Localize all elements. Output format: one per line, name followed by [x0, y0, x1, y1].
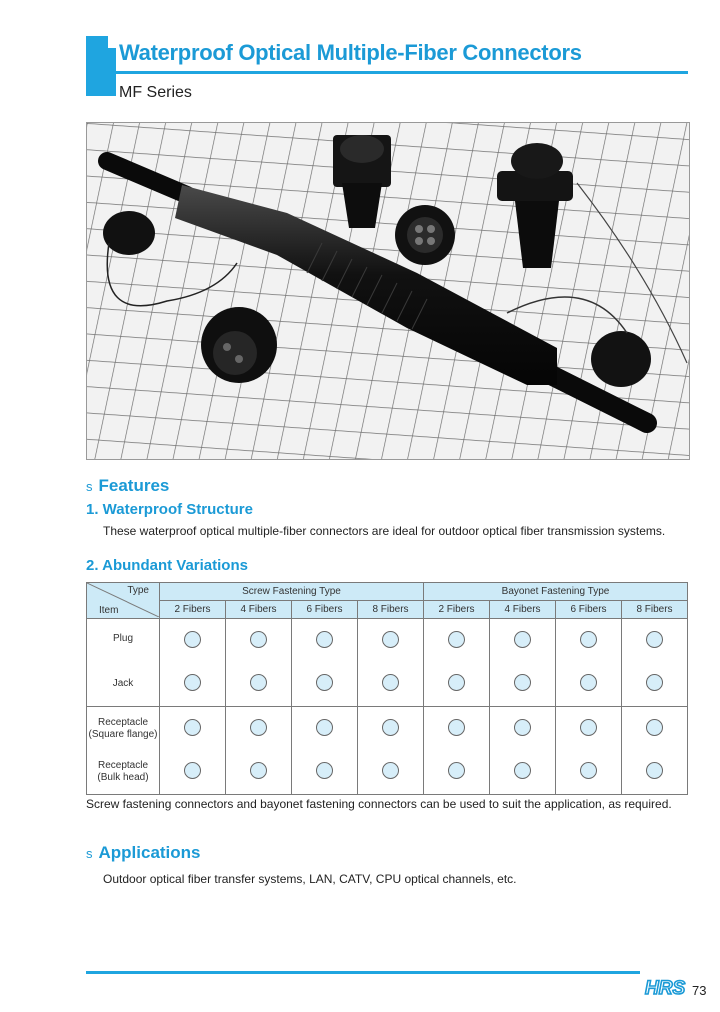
- connectors-illustration: [87, 123, 689, 459]
- row-label-receptacle-square-flange: Receptacle (Square flange): [87, 707, 160, 751]
- availability-circle: [316, 719, 333, 736]
- features-heading-text: Features: [98, 476, 170, 495]
- screw-fastening-header: Screw Fastening Type: [160, 583, 424, 601]
- table-row-receptacle-bulk-head: [87, 751, 688, 795]
- availability-circle: [514, 762, 531, 779]
- product-photo: [86, 122, 690, 460]
- waterproof-structure-text: These waterproof optical multiple-fiber connectors are ideal for outdoor optical fiber transmission systems.: [103, 524, 666, 538]
- availability-circle: [580, 719, 597, 736]
- availability-circle: [184, 674, 201, 691]
- page-title: Waterproof Optical Multiple-Fiber Connectors: [119, 40, 582, 65]
- availability-circle: [580, 674, 597, 691]
- row-label-receptacle-bulk-head: Receptacle (Bulk head): [87, 751, 160, 795]
- table-note: Screw fastening connectors and bayonet fastening connectors can be used to suit the application, as required.: [86, 797, 672, 811]
- fibers-header: 4 Fibers: [226, 601, 292, 619]
- abundant-variations-heading: 2. Abundant Variations: [86, 557, 248, 574]
- availability-circle: [514, 674, 531, 691]
- applications-heading: [86, 843, 201, 863]
- fibers-header: 6 Fibers: [556, 601, 622, 619]
- availability-circle: [250, 762, 267, 779]
- hrs-logo-mark: [644, 976, 688, 998]
- availability-circle: [250, 719, 267, 736]
- bayonet-fastening-header: Bayonet Fastening Type: [424, 583, 688, 601]
- table-row-plug: [87, 619, 688, 663]
- availability-circle: [250, 631, 267, 648]
- availability-circle: [184, 762, 201, 779]
- features-heading: [86, 476, 169, 496]
- availability-circle: [646, 762, 663, 779]
- availability-circle: [646, 674, 663, 691]
- fibers-header: 2 Fibers: [160, 601, 226, 619]
- availability-circle: [514, 719, 531, 736]
- availability-circle: [382, 719, 399, 736]
- series-subtitle: MF Series: [119, 84, 192, 101]
- availability-circle: [382, 762, 399, 779]
- availability-circle: [448, 719, 465, 736]
- waterproof-structure-heading: 1. Waterproof Structure: [86, 501, 253, 518]
- title-accent-bar: [86, 36, 108, 96]
- fibers-header: 6 Fibers: [292, 601, 358, 619]
- availability-circle: [514, 631, 531, 648]
- availability-circle: [250, 674, 267, 691]
- row-label-plug: Plug: [87, 619, 160, 663]
- availability-circle: [580, 762, 597, 779]
- applications-text: Outdoor optical fiber transfer systems, LAN, CATV, CPU optical channels, etc.: [103, 872, 517, 886]
- section-bullet: s: [86, 479, 93, 494]
- availability-circle: [448, 674, 465, 691]
- fibers-header: 4 Fibers: [490, 601, 556, 619]
- availability-circle: [382, 631, 399, 648]
- availability-circle: [646, 631, 663, 648]
- availability-circle: [448, 631, 465, 648]
- availability-circle: [580, 631, 597, 648]
- svg-text:HRS: HRS: [645, 978, 686, 998]
- hrs-logo: [644, 976, 688, 1003]
- footer-rule: [86, 971, 640, 974]
- table-row-receptacle-square-flange: [87, 707, 688, 751]
- availability-circle: [184, 719, 201, 736]
- dust-cap-right: [591, 331, 651, 387]
- table-row-jack: [87, 663, 688, 707]
- availability-circle: [382, 674, 399, 691]
- variations-table: [86, 582, 688, 795]
- availability-circle: [184, 631, 201, 648]
- row-label-jack: Jack: [87, 663, 160, 707]
- fibers-header: 2 Fibers: [424, 601, 490, 619]
- fibers-header: 8 Fibers: [358, 601, 424, 619]
- availability-circle: [316, 674, 333, 691]
- applications-heading-text: Applications: [98, 843, 201, 862]
- availability-circle: [646, 719, 663, 736]
- dust-cap-left: [103, 211, 155, 255]
- availability-circle: [316, 631, 333, 648]
- availability-circle: [316, 762, 333, 779]
- title-rule: [108, 71, 688, 74]
- section-bullet: s: [86, 846, 93, 861]
- page-number: 73: [692, 983, 707, 998]
- item-label: Item: [99, 605, 119, 616]
- type-item-corner-cell: [87, 583, 160, 619]
- type-label: Type: [127, 585, 149, 596]
- availability-circle: [448, 762, 465, 779]
- fibers-header: 8 Fibers: [622, 601, 688, 619]
